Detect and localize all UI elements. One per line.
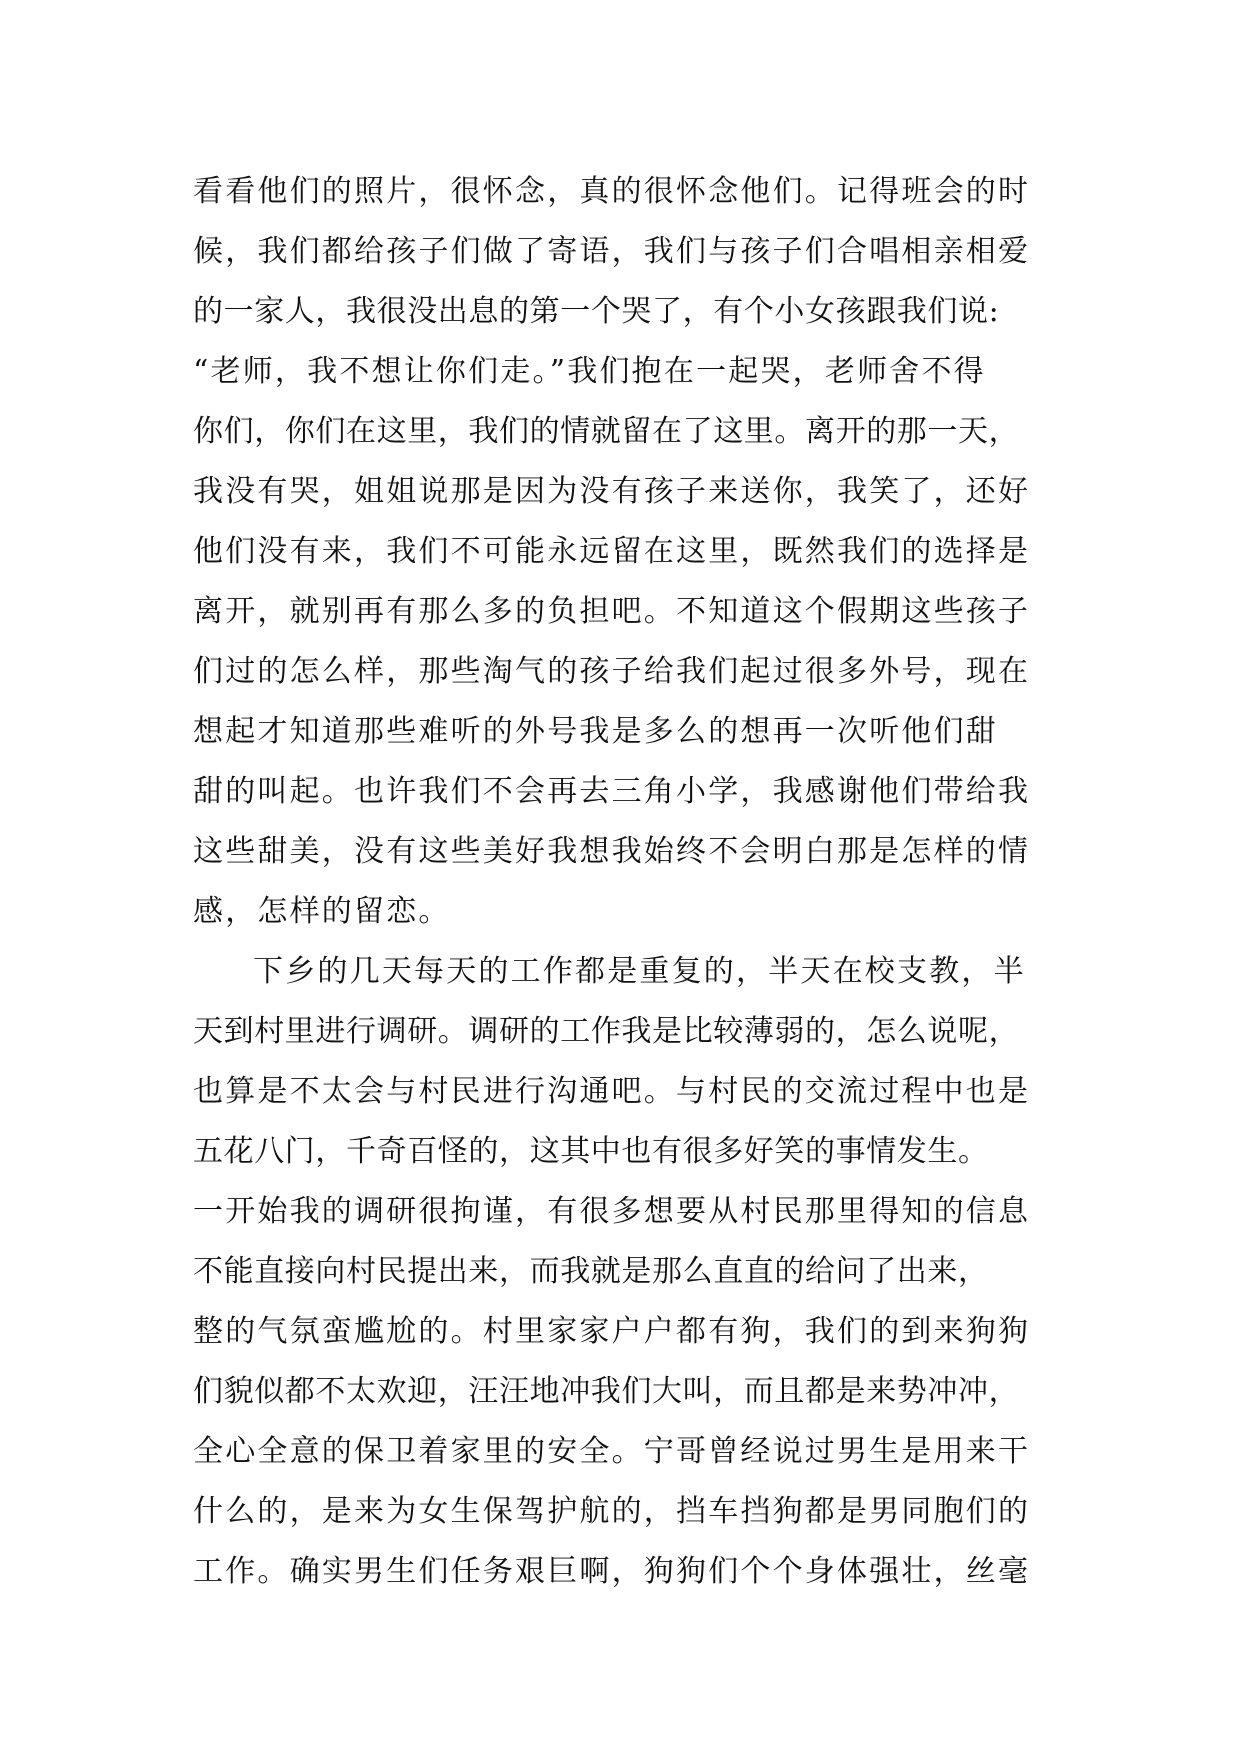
text-line: 天到村里进行调研。调研的工作我是比较薄弱的，怎么说呢， [193, 1014, 1020, 1049]
text-line: 们貌似都不太欢迎，汪汪地冲我们大叫，而且都是来势冲冲， [193, 1374, 1020, 1409]
text-line: 我没有哭，姐姐说那是因为没有孩子来送你，我笑了，还好 [193, 474, 1031, 509]
text-line: 甜的叫起。也许我们不会再去三角小学，我感谢他们带给我 [193, 774, 1031, 809]
text-line: 这些甜美，没有这些美好我想我始终不会明白那是怎样的情 [193, 834, 1031, 869]
text-line: 工作。确实男生们任务艰巨啊，狗狗们个个身体强壮，丝毫 [193, 1554, 1031, 1589]
text-line: 整的气氛蛮尴尬的。村里家家户户都有狗，我们的到来狗狗 [193, 1314, 1031, 1349]
text-line: 五花八门，千奇百怪的，这其中也有很多好笑的事情发生。 [193, 1134, 989, 1169]
paragraph-1 [193, 162, 1053, 942]
paragraph-2 [193, 942, 1053, 1602]
text-line: 候，我们都给孩子们做了寄语，我们与孩子们合唱相亲相爱 [193, 234, 1031, 269]
text-line: 下乡的几天每天的工作都是重复的，半天在校支教，半 [253, 954, 1026, 989]
document-body [193, 162, 1053, 1602]
text-line: 不能直接向村民提出来，而我就是那么直直的给问了出来， [193, 1254, 989, 1289]
text-line: 们过的怎么样，那些淘气的孩子给我们起过很多外号，现在 [193, 654, 1031, 689]
text-line: 感，怎样的留恋。 [193, 894, 451, 929]
text-line: 什么的，是来为女生保驾护航的，挡车挡狗都是男同胞们的 [193, 1494, 1031, 1529]
text-line: 想起才知道那些难听的外号我是多么的想再一次听他们甜 [193, 714, 998, 749]
text-line: 你们，你们在这里，我们的情就留在了这里。离开的那一天， [193, 414, 1020, 449]
text-line: 看看他们的照片，很怀念，真的很怀念他们。记得班会的时 [193, 174, 1031, 209]
text-line: 也算是不太会与村民进行沟通吧。与村民的交流过程中也是 [193, 1074, 1031, 1109]
text-line: 离开，就别再有那么多的负担吧。不知道这个假期这些孩子 [193, 594, 1031, 629]
text-line: 一开始我的调研很拘谨，有很多想要从村民那里得知的信息 [193, 1194, 1031, 1229]
text-line: 全心全意的保卫着家里的安全。宁哥曾经说过男生是用来干 [193, 1434, 1031, 1469]
text-line: “老师，我不想让你们走。”我们抱在一起哭，老师舍不得 [193, 354, 986, 389]
text-line: 他们没有来，我们不可能永远留在这里，既然我们的选择是 [193, 534, 1031, 569]
text-line: 的一家人，我很没出息的第一个哭了，有个小女孩跟我们说: [193, 294, 1000, 329]
